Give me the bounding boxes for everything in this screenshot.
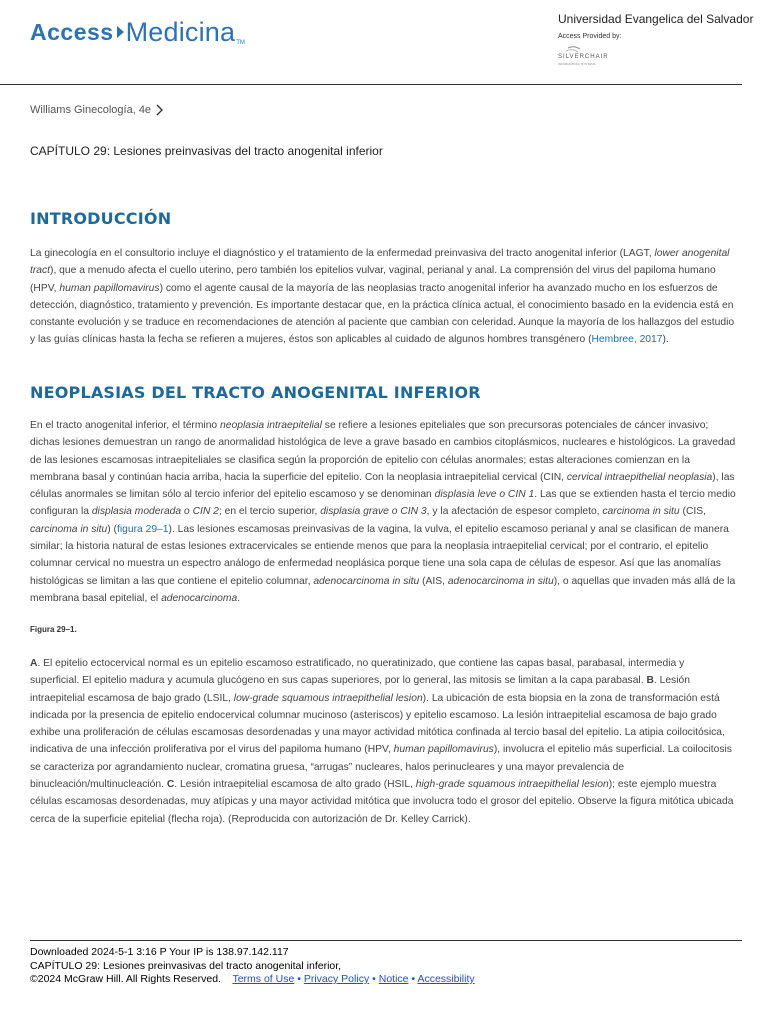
chevron-right-icon[interactable] <box>154 104 164 116</box>
notice-link[interactable]: Notice <box>378 973 409 985</box>
neoplasias-paragraph: En el tracto anogenital inferior, el término neoplasia intraepitelial se refiere a lesiones epiteliales que son precursoras potenciales de cáncer invasivo; dichas lesiones demuestran un rango de anormalidad histológica de leve a grave basado en cambios citoplásmicos, nucleares e histológicos. La gravedad de las lesiones escamosas intraepiteliales se clasifica según la proporción de epitelio con células anormales; estas alteraciones comienzan en la membrana basal y continúan hacia arriba, hacia la superficie del epitelio. Con la neoplasia intraepitelial cervical (CIN, cervical intraepithelial neoplasia), las células anormales se limitan sólo al tercio inferior del epitelio escamoso y se denominan displasia leve o CIN 1. Las que se extienden hasta el tercio medio configuran la displasia moderada o CIN 2; en el tercio superior, displasia grave o CIN 3, y la afectación de espesor completo, carcinoma in situ (CIS, carcinoma in situ) (figura 29–1). Las lesiones escamosas preinvasivas de la vagina, la vulva, el epitelio escamoso perianal y anal se clasifican de manera similar; la historia natural de estas lesiones extracervicales se entiende menos que para la neoplasia intraepitelial cervical; por el contrario, el epitelio columnar cervical no muestra un espectro análogo de enfermedad neoplásica porque tiene una sola capa de células de espesor. Así que las anomalías histológicas se limitan a las que contiene el epitelio columnar, adenocarcinoma in situ (AIS, adenocarcinoma in situ), o aquellas que invaden más allá de la membrana basal epitelial, el adenocarcinoma. <box>30 420 736 604</box>
footer-divider <box>30 940 742 941</box>
section-heading-neoplasias: NEOPLASIAS DEL TRACTO ANOGENITAL INFERIOR <box>30 383 481 402</box>
terms-of-use-link[interactable]: Terms of Use <box>232 973 295 985</box>
header-divider <box>0 84 742 85</box>
download-info: Downloaded 2024-5-1 3:16 P Your IP is 138.97.142.117 <box>30 946 289 958</box>
panel-letter-c: C <box>166 779 175 791</box>
intro-paragraph: La ginecología en el consultorio incluye el diagnóstico y el tratamiento de la enfermedad preinvasiva del tracto anogenital inferior (LAGT, lower anogenital tract), que a menudo afecta el cuello uterino, pero también los epitelios vulvar, vaginal, perianal y anal. La comprensión del virus del papiloma humano (HPV, human papillomavirus) como el agente causal de la mayoría de las neoplasias tracto anogenital inferior ha avanzado mucho en los esfuerzos de detección, diagnóstico, tratamiento y prevención. Es importante destacar que, en la práctica clínica actual, el conocimiento basado en la evidencia está en constante evolución y se traduce en recomendaciones de atención al paciente que cambian con celeridad. Aunque la mayoría de los hallazgos del estudio y las guías clínicas hasta la fecha se refieren a mujeres, éstos son aplicables al cuidado de algunos hombres transgénero (Hembree, 2017). <box>30 248 735 346</box>
bullet-sep: • <box>411 973 416 985</box>
site-header <box>0 0 768 85</box>
page-footer <box>30 946 475 987</box>
institution-name: Universidad Evangelica del Salvador <box>558 12 754 26</box>
logo-arrow-icon <box>117 26 124 38</box>
section-heading-introduccion: INTRODUCCIÓN <box>30 209 172 228</box>
reference-link-hembree[interactable]: Hembree, 2017 <box>591 334 663 346</box>
figure-label: Figura 29–1. <box>30 625 77 634</box>
silverchair-subtext: INFORMATION / SYSTEMS <box>558 62 596 66</box>
breadcrumb <box>30 104 164 116</box>
bullet-sep: • <box>297 973 301 985</box>
access-medicina-logo[interactable] <box>30 12 245 52</box>
panel-letter-a: A <box>30 658 38 669</box>
copyright: ©2024 McGraw Hill. All Rights Reserved. <box>30 973 221 985</box>
footer-chapter: CAPÍTULO 29: Lesiones preinvasivas del tracto anogenital inferior, <box>30 959 342 972</box>
silverchair-wordmark: SILVERCHAIR <box>558 54 609 60</box>
figure-link-29-1[interactable]: figura 29–1 <box>116 523 169 535</box>
panel-letter-b: B <box>646 675 654 687</box>
logo-access-text: Access <box>30 18 114 45</box>
accessibility-link[interactable]: Accessibility <box>417 973 475 985</box>
breadcrumb-book-link[interactable]: Williams Ginecología, 4e <box>30 104 152 116</box>
logo-tm: TM <box>236 40 245 46</box>
privacy-policy-link[interactable]: Privacy Policy <box>303 973 370 985</box>
footer-links-row <box>30 973 475 987</box>
logo-medicina-text: Medicina <box>125 16 236 47</box>
access-provided-label: Access Provided by: <box>558 33 622 40</box>
chapter-title: CAPÍTULO 29: Lesiones preinvasivas del tracto anogenital inferior <box>30 144 383 158</box>
bullet-sep: • <box>372 973 376 985</box>
figure-caption: A. El epitelio ectocervical normal es un epitelio escamoso estratificado, no queratinizado, que contiene las capas basal, parabasal, intermedia y superficial. El epitelio madura y acumula glucógeno en sus capas superiores, por lo general, las mitosis se limitan a la capa parabasal. B. Lesión intraepitelial escamosa de bajo grado (LSIL, low-grade squamous intraepithelial lesion). La ubicación de esta biopsia en la zona de transformación está indicada por la presencia de epitelio endocervical columnar mucinoso (asteriscos) y epitelio escamoso. La lesión intraepitelial escamosa de bajo grado exhibe una proliferación de células escamosas desordenadas y una mayor actividad mitótica confinada al tercio basal del epitelio. La atipia coilocitósica, indicativa de una infección proliferativa por el virus del papiloma humano (HPV, human papillomavirus), involucra el epitelio más superficial. La coilocitosis se caracteriza por agrandamiento nuclear, cromatina gruesa, “arrugas” nucleares, halos perinucleares y una mayor prevalencia de binucleación/multinucleación. C. Lesión intraepitelial escamosa de alto grado (HSIL, high-grade squamous intraepithelial lesion); este ejemplo muestra células escamosas desordenadas, muy atípicas y una mayor actividad mitótica que involucra todo el grosor del epitelio. Observe la figura mitótica ubicada cerca de la superficie epitelial (flecha roja). (Reproducida con autorización de Dr. Kelley Carrick). <box>30 658 734 825</box>
